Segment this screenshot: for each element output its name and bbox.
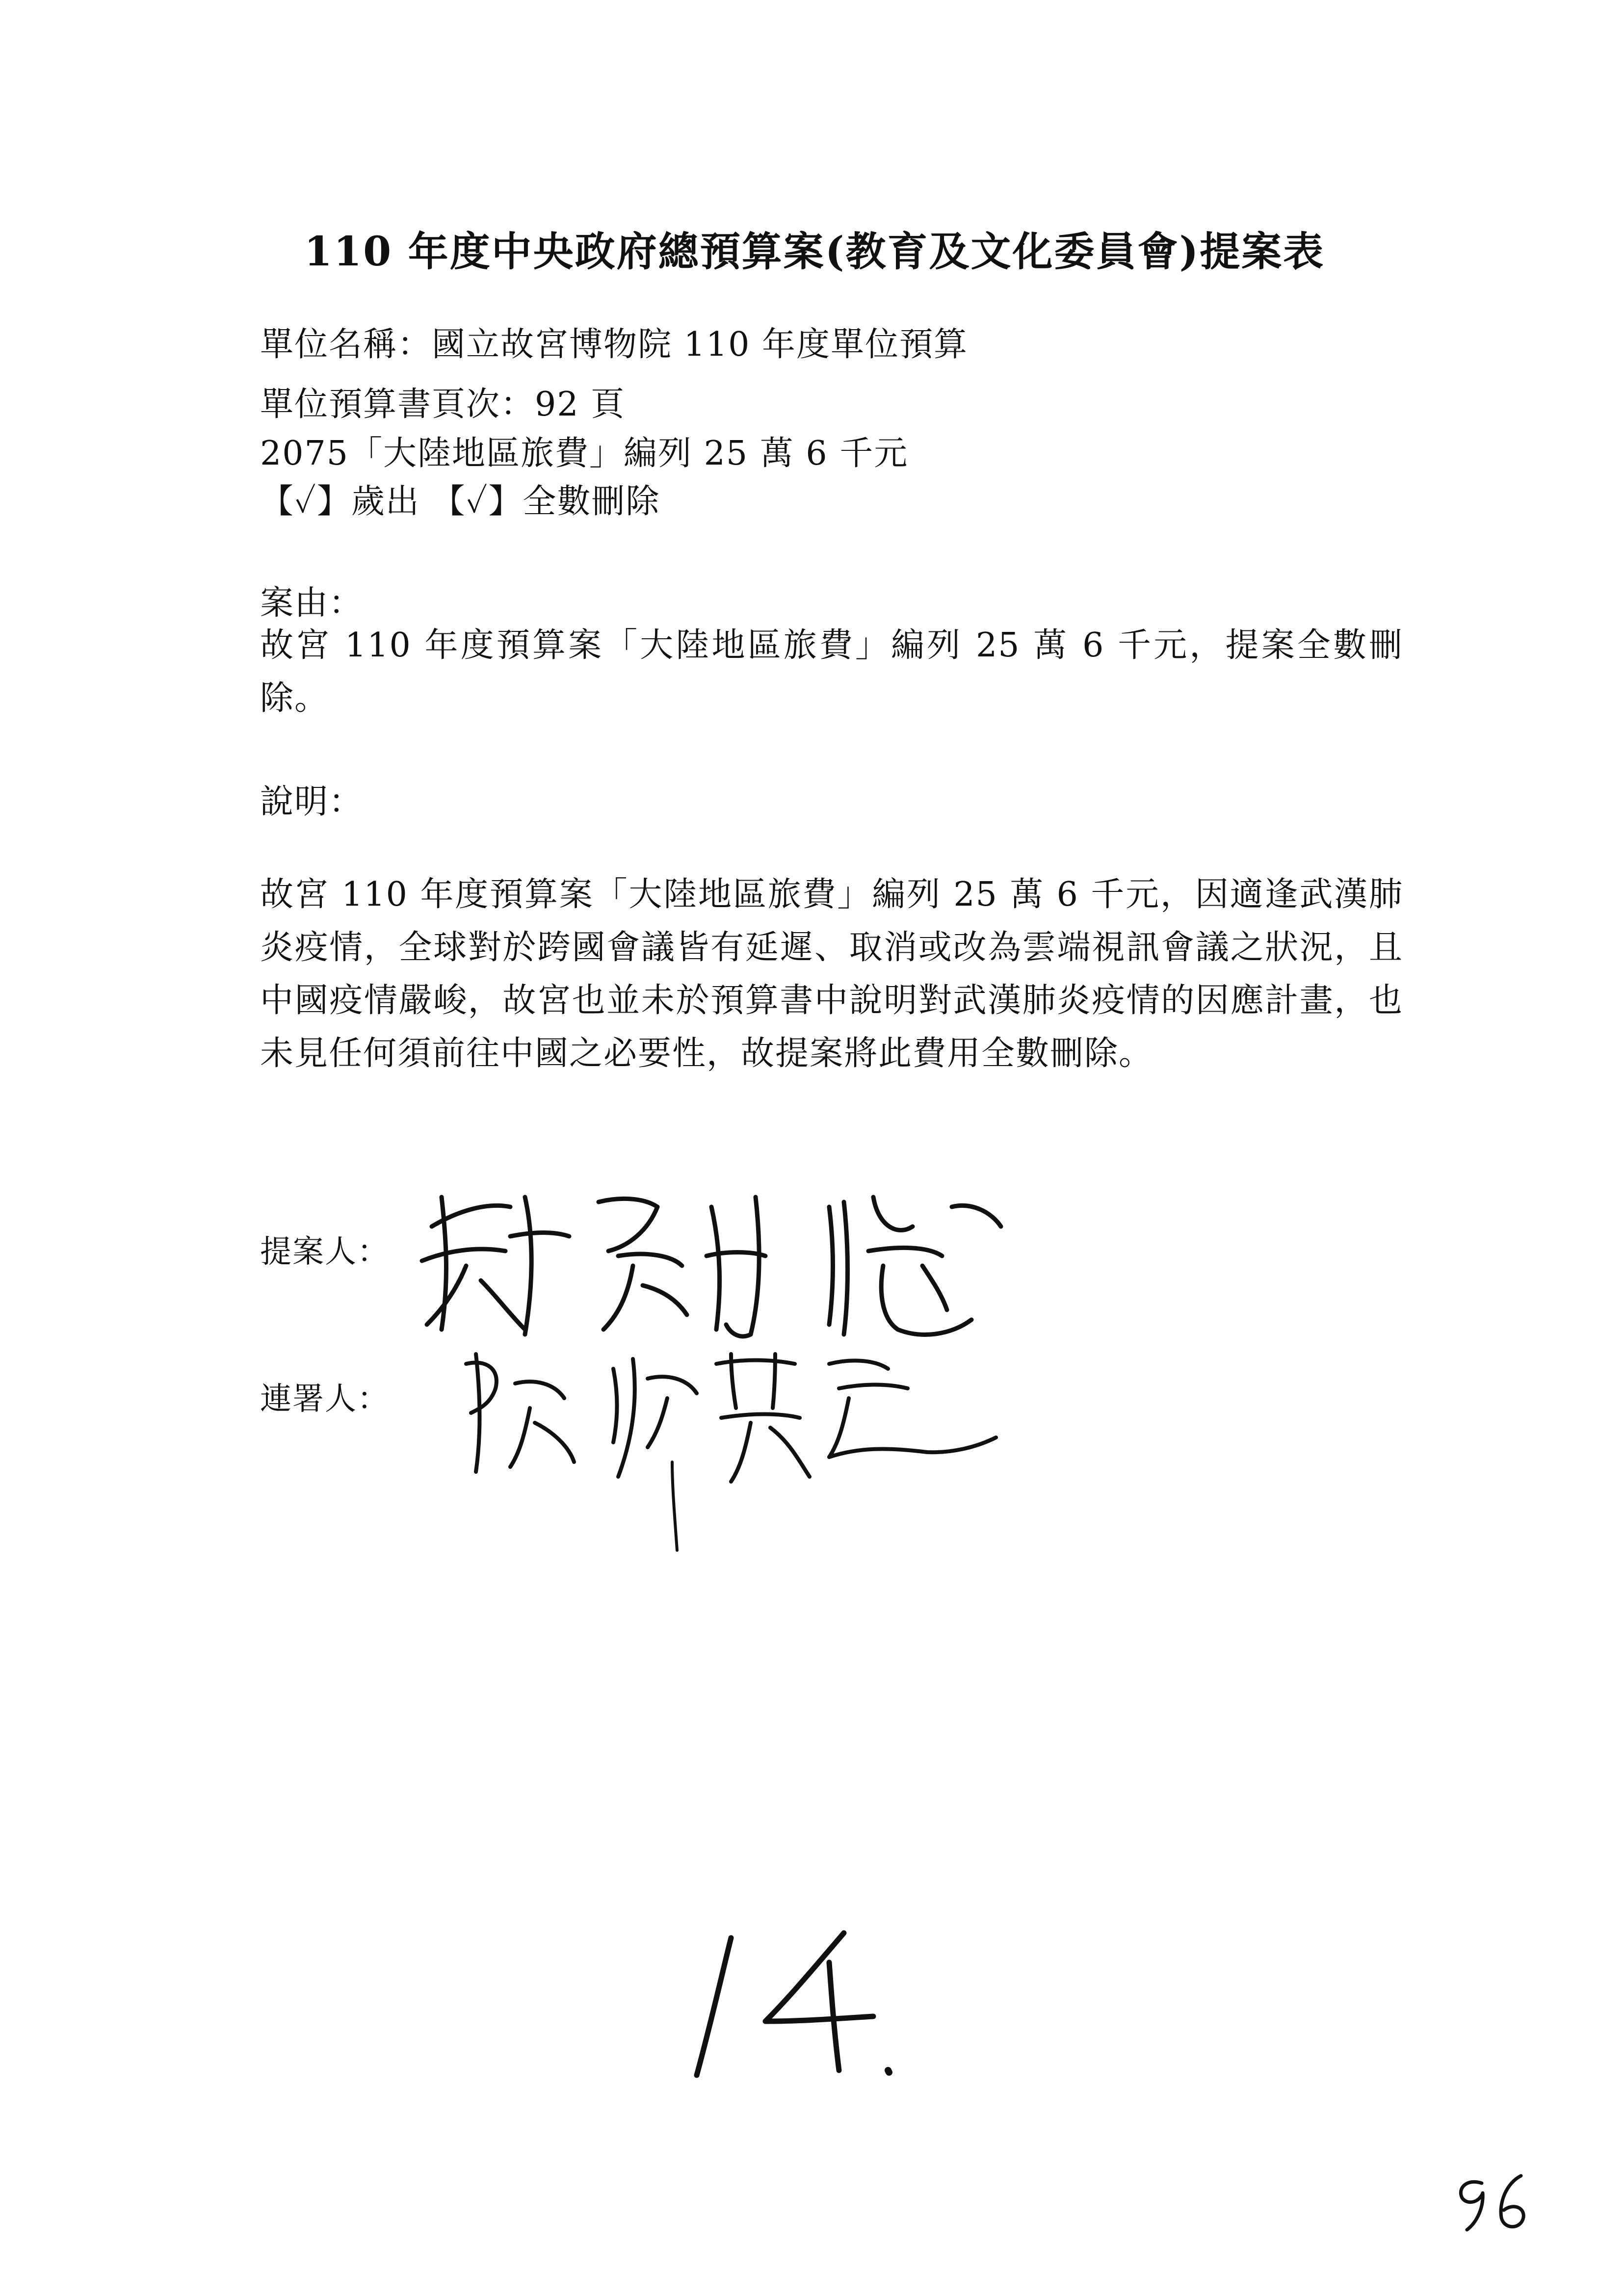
handwritten-number [687, 1923, 913, 2085]
proposer-label: 提案人： [260, 1234, 390, 1270]
page-number [1452, 2168, 1541, 2237]
document-title: 110 年度中央政府總預算案(教育及文化委員會)提案表 [304, 228, 1325, 275]
explanation-text: 故宮 110 年度預算案「大陸地區旅費」編列 25 萬 6 千元，因適逢武漢肺炎疫情，全球對於跨國會議皆有延遲、取消或改為雲端視訊會議之狀況，且中國疫情嚴峻，故宮也並未於預算書中說明對武漢肺炎疫情的因應計畫，也未見任何須前往中國之必要性，故提案將此費用全數刪除。 [260, 875, 1403, 1073]
budget-item: 2075「大陸地區旅費」編列 25 萬 6 千元 [260, 434, 909, 473]
cosigner-label: 連署人： [260, 1381, 390, 1417]
reason-label: 案由： [260, 584, 364, 623]
cosigner-signature [456, 1325, 1016, 1560]
reason-text: 故宮 110 年度預算案「大陸地區旅費」編列 25 萬 6 千元，提案全數刪除。 [260, 626, 1403, 718]
unit-name: 單位名稱：國立故宮博物院 110 年度單位預算 [260, 325, 969, 364]
explanation-label: 說明： [260, 783, 364, 821]
checkbox-options: 【✓】歲出 【✓】全數刪除 [260, 482, 660, 521]
page-reference: 單位預算書頁次：92 頁 [260, 385, 626, 424]
